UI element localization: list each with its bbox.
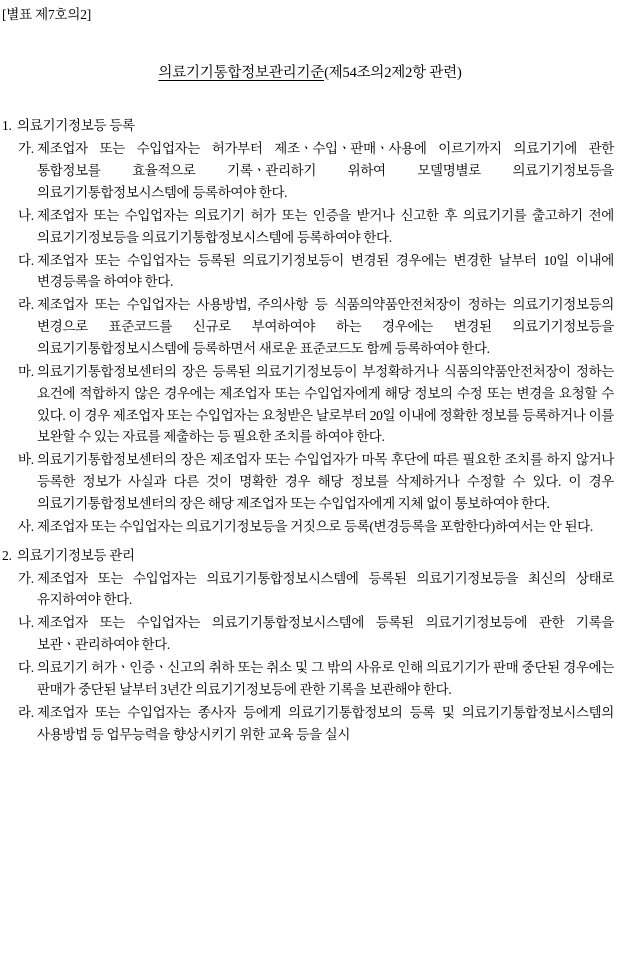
list-item-text: 제조업자 또는 수입업자는 의료기기통합정보시스템에 등록된 의료기기정보등에 관한 기록을 보관ㆍ관리하여야 한다. [37,615,614,653]
section-title: 의료기기정보등 등록 [17,118,135,134]
list-item [2,205,614,249]
list-item [2,657,614,701]
list-item-marker: 라. [18,297,34,313]
list-item-text: 제조업자 또는 수입업자는 의료기기정보등을 거짓으로 등록(변경등록을 포함한다)하여서는 안 된다. [37,518,593,534]
list-item-marker: 가. [18,570,34,586]
section-heading [2,545,614,567]
page-title [0,62,620,85]
list-item [2,294,614,360]
list-item-text: 제조업자 또는 수입업자는 등록된 의료기기정보등이 변경된 경우에는 변경한 날부터 10일 이내에 변경등록을 하여야 한다. [37,252,614,290]
list-item-marker: 사. [18,518,34,534]
list-item [2,138,614,204]
list-item-text: 제조업자 또는 수입업자는 의료기기 허가 또는 인증을 받거나 신고한 후 의료기기를 출고하기 전에 의료기기정보등을 의료기기통합정보시스템에 등록하여야 한다. [37,207,614,245]
document-page [0,4,620,967]
list-item [2,361,614,448]
section-title: 의료기기정보등 관리 [17,547,135,563]
page-title-suffix: (제54조의2제2항 관련) [324,64,462,81]
list-item-marker: 다. [18,252,34,268]
list-item-text: 의료기기 허가ㆍ인증ㆍ신고의 취하 또는 취소 및 그 밖의 사유로 인해 의료기기가 판매 중단된 경우에는 판매가 중단된 날부터 3년간 의료기기정보등에 관한 기록을 보관해야 한다. [37,659,614,697]
list-item [2,449,614,515]
page-title-main: 의료기기통합정보관리기준 [158,64,325,81]
list-item-text: 제조업자 또는 수입업자는 의료기기통합정보시스템에 등록된 의료기기정보등을 최신의 상태로 유지하여야 한다. [37,570,614,608]
list-item-marker: 마. [18,363,34,379]
list-item-marker: 가. [18,141,34,157]
list-item-text: 의료기기통합정보센터의 장은 제조업자 또는 수입업자가 마목 후단에 따른 필요한 조치를 하지 않거나 등록한 정보가 사실과 다른 것이 명확한 경우 해당 정보를 삭제하거나 수정할 수 있다. 이 경우 의료기기통합정보센터의 장은 해당 제조업자 또는 수입업자에게 지체 없이 통보하여야 한다. [37,452,614,511]
list-item [2,568,614,612]
document-body [0,115,620,745]
list-item-text: 제조업자 또는 수입업자는 허가부터 제조ㆍ수입ㆍ판매ㆍ사용에 이르기까지 의료기기에 관한 통합정보를 효율적으로 기록ㆍ관리하기 위하여 모델명별로 의료기기정보등을 의료기기통합정보시스템에 등록하여야 한다. [37,141,614,200]
section-number: 1. [2,118,12,134]
list-item-marker: 라. [18,704,34,720]
list-item-marker: 나. [18,207,34,223]
section-heading [2,115,614,137]
list-item [2,516,614,538]
list-item-text: 제조업자 또는 수입업자는 사용방법, 주의사항 등 식품의약품안전처장이 정하는 의료기기정보등의 변경으로 표준코드를 신규로 부여하여야 하는 경우에는 변경된 의료기기정보등을 의료기기통합정보시스템에 등록하면서 새로운 표준코드도 함께 등록하여야 한다. [37,297,614,356]
list-item-marker: 바. [18,452,34,468]
list-item-marker: 다. [18,659,34,675]
list-item [2,250,614,294]
list-item-marker: 나. [18,615,34,631]
attachment-tag: [별표 제7호의2] [2,7,92,22]
list-item-text: 의료기기통합정보센터의 장은 등록된 의료기기정보등이 부정확하거나 식품의약품안전처장이 정하는 요건에 적합하지 않은 경우에는 제조업자 또는 수입업자에게 해당 정보의 수정 또는 변경을 요청할 수 있다. 이 경우 제조업자 또는 수입업자는 요청받은 날로부터 20일 이내에 정확한 정보를 등록하거나 이를 보완할 수 있는 자료를 제출하는 등 필요한 조치를 하여야 한다. [37,363,614,445]
list-item [2,612,614,656]
list-item-text: 제조업자 또는 수입업자는 종사자 등에게 의료기기통합정보의 등록 및 의료기기통합정보시스템의 사용방법 등 업무능력을 향상시키기 위한 교육 등을 실시 [37,704,614,742]
section-number: 2. [2,547,12,563]
list-item [2,702,614,746]
